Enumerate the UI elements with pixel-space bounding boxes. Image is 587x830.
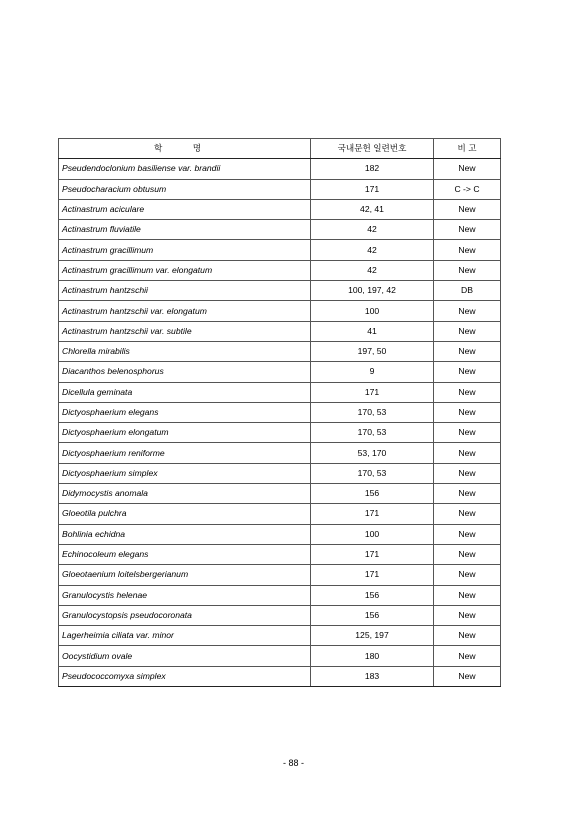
species-name-cell: Actinastrum aciculare xyxy=(59,199,311,219)
remarks-cell: DB xyxy=(434,281,501,301)
table-row xyxy=(59,240,501,260)
reference-number-cell: 180 xyxy=(311,646,434,666)
species-name-cell: Chlorella mirabilis xyxy=(59,341,311,361)
species-name-cell: Pseudendoclonium basiliense var. brandii xyxy=(59,159,311,179)
reference-number-cell: 42 xyxy=(311,240,434,260)
table-row xyxy=(59,565,501,585)
species-name-cell: Diacanthos belenosphorus xyxy=(59,362,311,382)
reference-number-cell: 170, 53 xyxy=(311,463,434,483)
remarks-cell: New xyxy=(434,626,501,646)
header-scientific-name: 학 명 xyxy=(59,139,311,159)
remarks-cell: New xyxy=(434,159,501,179)
species-name-cell: Granulocystis helenae xyxy=(59,585,311,605)
species-name-cell: Bohlinia echidna xyxy=(59,524,311,544)
remarks-cell: New xyxy=(434,382,501,402)
species-name-cell: Oocystidium ovale xyxy=(59,646,311,666)
table-row xyxy=(59,362,501,382)
table-row xyxy=(59,220,501,240)
table-row xyxy=(59,605,501,625)
page-number: - 88 - xyxy=(282,758,304,768)
table-row xyxy=(59,423,501,443)
reference-number-cell: 42 xyxy=(311,260,434,280)
reference-number-cell: 100, 197, 42 xyxy=(311,281,434,301)
table-row xyxy=(59,199,501,219)
table-row xyxy=(59,666,501,686)
remarks-cell: New xyxy=(434,423,501,443)
remarks-cell: C -> C xyxy=(434,179,501,199)
reference-number-cell: 171 xyxy=(311,382,434,402)
table-row xyxy=(59,301,501,321)
remarks-cell: New xyxy=(434,240,501,260)
table-row xyxy=(59,321,501,341)
table-row xyxy=(59,463,501,483)
remarks-cell: New xyxy=(434,220,501,240)
species-name-cell: Granulocystopsis pseudocoronata xyxy=(59,605,311,625)
reference-number-cell: 42 xyxy=(311,220,434,240)
species-name-cell: Pseudococcomyxa simplex xyxy=(59,666,311,686)
reference-number-cell: 100 xyxy=(311,524,434,544)
species-name-cell: Echinocoleum elegans xyxy=(59,544,311,564)
reference-number-cell: 41 xyxy=(311,321,434,341)
remarks-cell: New xyxy=(434,565,501,585)
species-name-cell: Actinastrum gracillimum var. elongatum xyxy=(59,260,311,280)
remarks-cell: New xyxy=(434,463,501,483)
species-name-cell: Actinastrum fluviatile xyxy=(59,220,311,240)
reference-number-cell: 100 xyxy=(311,301,434,321)
remarks-cell: New xyxy=(434,524,501,544)
species-name-cell: Didymocystis anomala xyxy=(59,484,311,504)
header-reference-number: 국내문헌 일련번호 xyxy=(311,139,434,159)
remarks-cell: New xyxy=(434,321,501,341)
remarks-cell: New xyxy=(434,544,501,564)
table-row xyxy=(59,159,501,179)
remarks-cell: New xyxy=(434,484,501,504)
species-name-cell: Actinastrum gracillimum xyxy=(59,240,311,260)
remarks-cell: New xyxy=(434,260,501,280)
remarks-cell: New xyxy=(434,646,501,666)
species-name-cell: Dictyosphaerium simplex xyxy=(59,463,311,483)
table-header xyxy=(59,139,501,159)
reference-number-cell: 156 xyxy=(311,484,434,504)
header-row xyxy=(59,139,501,159)
table-row xyxy=(59,585,501,605)
reference-number-cell: 171 xyxy=(311,544,434,564)
remarks-cell: New xyxy=(434,341,501,361)
reference-number-cell: 42, 41 xyxy=(311,199,434,219)
table-row xyxy=(59,646,501,666)
header-remarks: 비 고 xyxy=(434,139,501,159)
reference-number-cell: 125, 197 xyxy=(311,626,434,646)
table-row xyxy=(59,382,501,402)
species-name-cell: Actinastrum hantzschii var. subtile xyxy=(59,321,311,341)
remarks-cell: New xyxy=(434,301,501,321)
reference-number-cell: 182 xyxy=(311,159,434,179)
species-name-cell: Gloeotaenium loitelsbergerianum xyxy=(59,565,311,585)
table-row xyxy=(59,484,501,504)
remarks-cell: New xyxy=(434,362,501,382)
reference-number-cell: 156 xyxy=(311,605,434,625)
remarks-cell: New xyxy=(434,605,501,625)
species-name-cell: Lagerheimia ciliata var. minor xyxy=(59,626,311,646)
reference-number-cell: 156 xyxy=(311,585,434,605)
species-name-cell: Actinastrum hantzschii xyxy=(59,281,311,301)
species-name-cell: Actinastrum hantzschii var. elongatum xyxy=(59,301,311,321)
table-row xyxy=(59,260,501,280)
table-row xyxy=(59,504,501,524)
reference-number-cell: 171 xyxy=(311,179,434,199)
table-row xyxy=(59,179,501,199)
reference-number-cell: 171 xyxy=(311,565,434,585)
remarks-cell: New xyxy=(434,402,501,422)
remarks-cell: New xyxy=(434,666,501,686)
species-name-cell: Dicellula geminata xyxy=(59,382,311,402)
reference-number-cell: 197, 50 xyxy=(311,341,434,361)
table-row xyxy=(59,626,501,646)
remarks-cell: New xyxy=(434,443,501,463)
species-name-cell: Gloeotila pulchra xyxy=(59,504,311,524)
reference-number-cell: 171 xyxy=(311,504,434,524)
species-name-cell: Dictyosphaerium elongatum xyxy=(59,423,311,443)
remarks-cell: New xyxy=(434,585,501,605)
species-name-cell: Dictyosphaerium reniforme xyxy=(59,443,311,463)
species-table xyxy=(58,138,501,687)
table-row xyxy=(59,544,501,564)
reference-number-cell: 170, 53 xyxy=(311,402,434,422)
remarks-cell: New xyxy=(434,199,501,219)
reference-number-cell: 170, 53 xyxy=(311,423,434,443)
table-row xyxy=(59,443,501,463)
table-row xyxy=(59,402,501,422)
table-body xyxy=(59,159,501,687)
remarks-cell: New xyxy=(434,504,501,524)
table-row xyxy=(59,524,501,544)
species-name-cell: Pseudocharacium obtusum xyxy=(59,179,311,199)
reference-number-cell: 183 xyxy=(311,666,434,686)
reference-number-cell: 53, 170 xyxy=(311,443,434,463)
species-name-cell: Dictyosphaerium elegans xyxy=(59,402,311,422)
table-row xyxy=(59,281,501,301)
reference-number-cell: 9 xyxy=(311,362,434,382)
table-row xyxy=(59,341,501,361)
